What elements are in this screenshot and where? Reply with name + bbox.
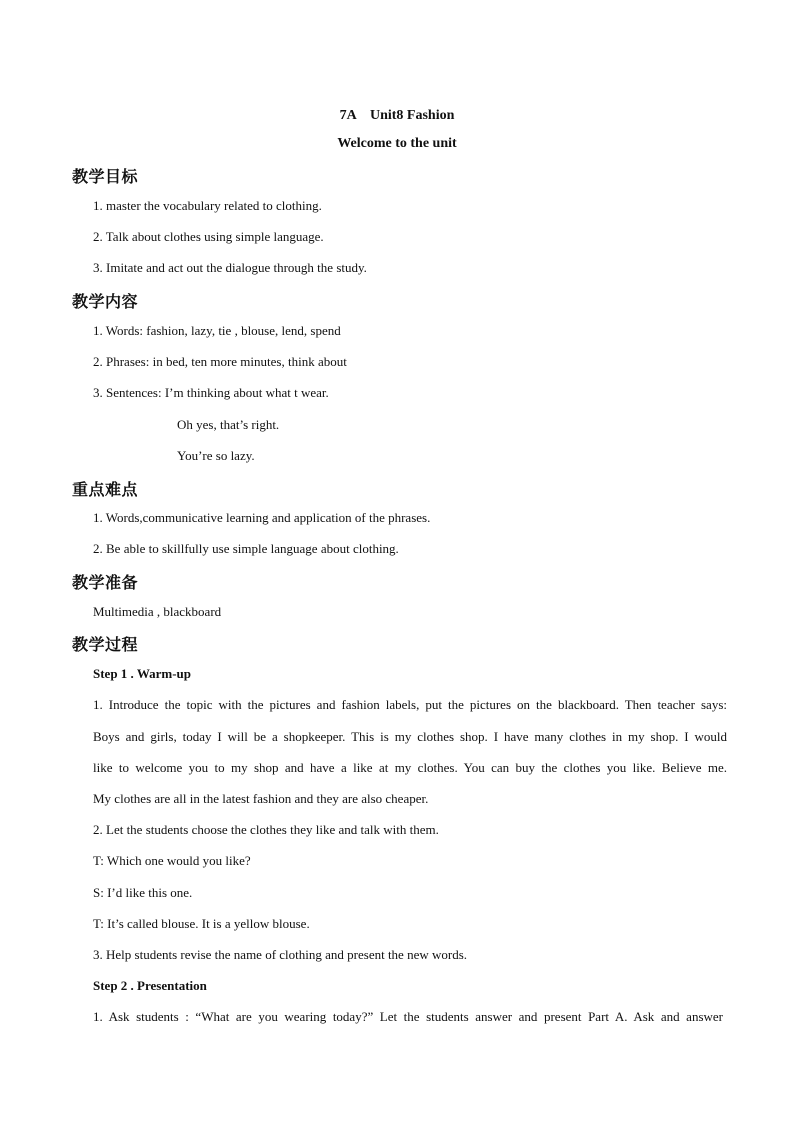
content-item: 3. Sentences: I’m thinking about what t wear. [93, 385, 329, 400]
dialogue-line: T: It’s called blouse. It is a yellow blouse. [93, 916, 310, 931]
content-item-sentence: Oh yes, that’s right. [177, 417, 280, 432]
content-item: 1. Words: fashion, lazy, tie , blouse, lend, spend [93, 323, 341, 338]
document-title: 7A Unit8 Fashion [339, 108, 455, 123]
step-heading: Step 1 . Warm-up [93, 666, 191, 681]
dialogue-line: T: Which one would you like? [93, 853, 251, 868]
key-point-item: 2. Be able to skillfully use simple language about clothing. [93, 541, 399, 556]
section-heading-preparation: 教学准备 [72, 573, 139, 592]
process-line: 2. Let the students choose the clothes they like and talk with them. [93, 822, 439, 837]
process-line: 1. Introduce the topic with the pictures and fashion labels, put the pictures on the blackboard. Then teacher says: [93, 697, 727, 712]
content-item-sentence: You’re so lazy. [177, 448, 255, 463]
section-heading-content: 教学内容 [72, 292, 139, 311]
section-heading-key-points: 重点难点 [72, 480, 139, 499]
section-heading-objectives: 教学目标 [72, 167, 139, 186]
dialogue-line: S: I’d like this one. [93, 885, 193, 900]
process-line: Boys and girls, today I will be a shopkeeper. This is my clothes shop. I have many clothes in my shop. I would [93, 729, 727, 744]
section-heading-process: 教学过程 [72, 635, 139, 654]
preparation-item: Multimedia , blackboard [93, 604, 222, 619]
step-heading: Step 2 . Presentation [93, 978, 207, 993]
objective-item: 1. master the vocabulary related to clothing. [93, 198, 322, 213]
process-line: like to welcome you to my shop and have a like at my clothes. You can buy the clothes you like. Believe me. [93, 760, 727, 775]
document-subtitle: Welcome to the unit [337, 136, 457, 151]
process-line: My clothes are all in the latest fashion and they are also cheaper. [93, 791, 429, 806]
process-line: 1. Ask students : “What are you wearing today?” Let the students answer and present Part A. Ask and answer [93, 1009, 723, 1024]
content-item: 2. Phrases: in bed, ten more minutes, think about [93, 354, 347, 369]
process-line: 3. Help students revise the name of clothing and present the new words. [93, 947, 468, 962]
objective-item: 2. Talk about clothes using simple language. [93, 229, 324, 244]
key-point-item: 1. Words,communicative learning and application of the phrases. [93, 510, 431, 525]
objective-item: 3. Imitate and act out the dialogue through the study. [93, 260, 367, 275]
